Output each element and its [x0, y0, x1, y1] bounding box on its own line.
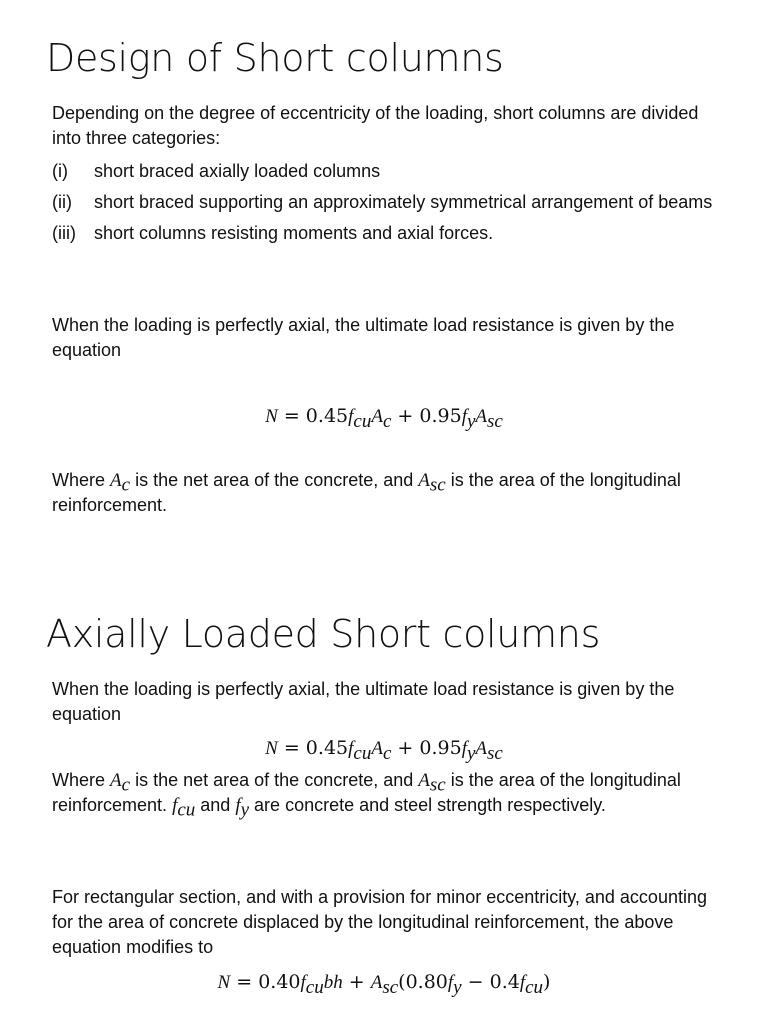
axial-load-paragraph-2: When the loading is perfectly axial, the ultimate load resistance is given by the equation — [52, 679, 675, 724]
list-item — [52, 159, 732, 184]
list-item-text: short braced axially loaded columns — [94, 161, 381, 181]
list-item — [52, 221, 732, 246]
list-item-number: (i) — [52, 161, 68, 181]
section-title-design: Design of Short columns — [46, 36, 504, 80]
list-item — [52, 190, 732, 215]
list-item-number: (ii) — [52, 192, 72, 212]
equation-axial-load-2: $N = 0.45f_{cu}A_c + 0.95f_yA_{sc}$ — [265, 737, 503, 764]
list-item-text: short braced supporting an approximately symmetrical arrangement of beams — [94, 192, 713, 212]
section-title-axially-loaded: Axially Loaded Short columns — [46, 612, 601, 656]
equation-rectangular-section: $N = 0.40f_{cu}bh + A_{sc}(0.80f_y - 0.4f_{cu})$ — [217, 971, 551, 998]
list-item-text: short columns resisting moments and axial forces. — [94, 223, 494, 243]
list-item-number: (iii) — [52, 223, 76, 243]
category-list — [52, 159, 732, 252]
rectangular-section-paragraph: For rectangular section, and with a provision for minor eccentricity, and accounting for the area of concrete displaced by the longitudinal reinforcement, the above equation modifies to — [52, 887, 707, 957]
where-paragraph-2: Where $A_c$ is the net area of the concrete, and $A_{sc}$ is the area of the longitudinal reinforcement. $f_{cu}$ and $f_y$ are concrete and steel strength respectively. — [52, 770, 681, 821]
intro-paragraph: Depending on the degree of eccentricity of the loading, short columns are divided into three categories: — [52, 103, 699, 148]
axial-load-paragraph: When the loading is perfectly axial, the ultimate load resistance is given by the equation — [52, 315, 675, 360]
equation-axial-load: $N = 0.45f_{cu}A_c + 0.95f_yA_{sc}$ — [265, 405, 503, 432]
where-paragraph: Where $A_c$ is the net area of the concrete, and $A_{sc}$ is the area of the longitudinal reinforcement. — [52, 470, 681, 515]
